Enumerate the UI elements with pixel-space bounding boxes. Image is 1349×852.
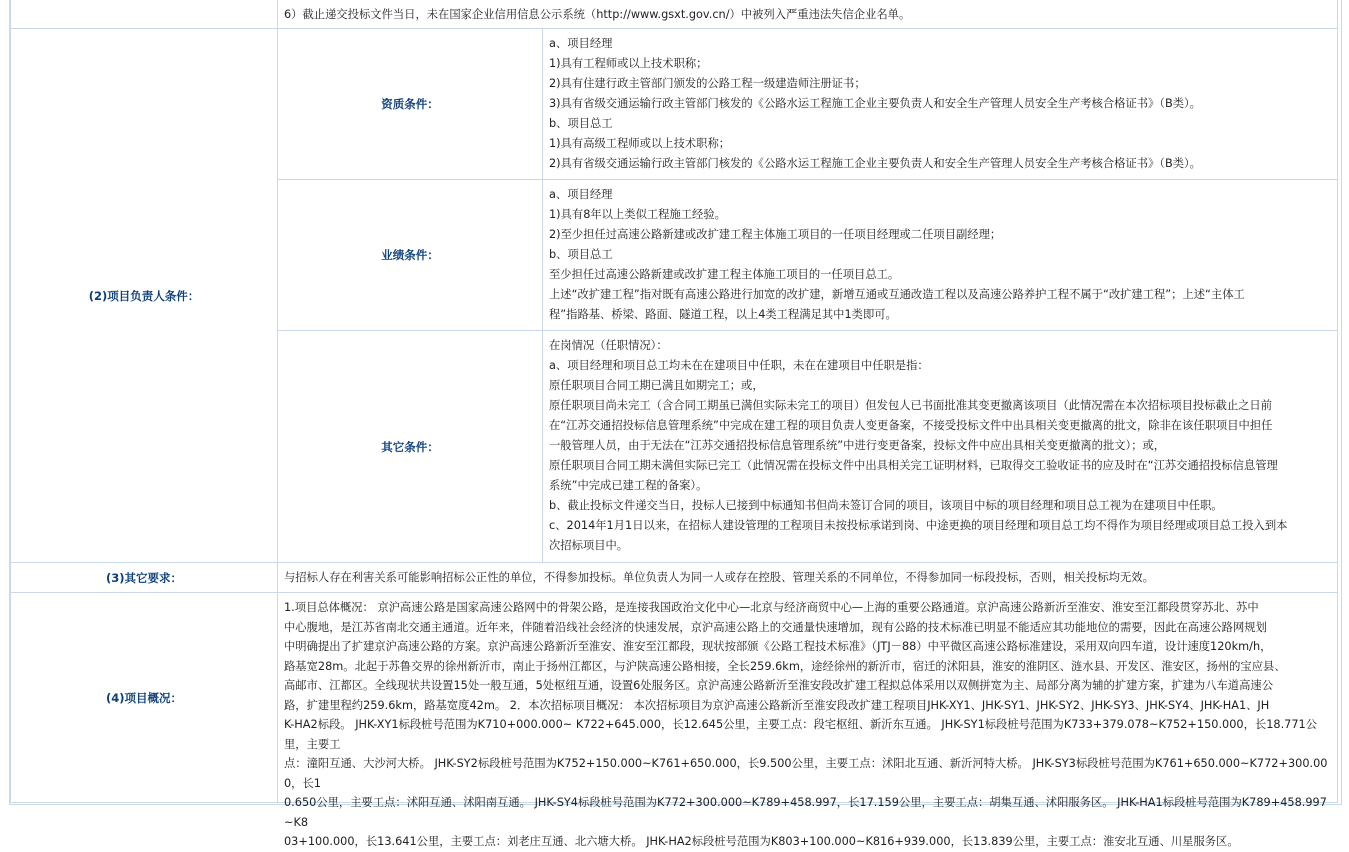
qual-label-cell bbox=[277, 28, 543, 180]
section2-label: (2)项目负责人条件： bbox=[88, 288, 200, 303]
top-row-text: 6）截止递交投标文件当日，未在国家企业信用信息公示系统（http://www.gsxt.gov.cn/）中被列入严重违法失信企业名单。 bbox=[284, 8, 911, 21]
section3-text: 与招标人存在利害关系可能影响招标公正性的单位，不得参加投标。单位负责人为同一人或存在控股、管理关系的不同单位，不得参加同一标段投标，否则，相关投标均无效。 bbox=[284, 571, 1154, 584]
top-row-content bbox=[277, 0, 1338, 29]
qual-line: b、项目总工 bbox=[549, 117, 613, 130]
qual-line: 2)具有住建行政主管部门颁发的公路工程一级建造师注册证书； bbox=[549, 77, 866, 90]
overview-line: 点：潼阳互通、大沙河大桥。 JHK-SY2标段桩号范围为K752+150.000~K761+650.000，长9.500公里，主要工点：沭阳北互通、新沂河特大桥。 JHK-SY3标段桩号范围为K761+650.000~K772+300.000，长1 bbox=[284, 757, 1328, 790]
other-line: 系统”中完成已建工程的备案）。 bbox=[549, 479, 708, 492]
section3-label: (3)其它要求： bbox=[105, 570, 182, 585]
other-line: 原任职项目合同工期已满且如期完工；或， bbox=[549, 379, 764, 392]
section4-content bbox=[277, 592, 1338, 848]
overview-line: 高邮市、江都区。全线现状共设置15处一般互通，5处枢纽互通，设置6处服务区。京沪高速公路新沂至淮安段改扩建工程拟总体采用以双侧拼宽为主、局部分离为辅的扩建方案，扩建为八车道高速公 bbox=[284, 679, 1273, 692]
overview-line: 路，扩建里程约259.6km，路基宽度42m。 2．本次招标项目概况： 本次招标项目为京沪高速公路新沂至淮安段改扩建工程项目JHK-XY1、JHK-SY1、JHK-SY2、JHK-SY3、JHK-SY4、JHK-HA1、JH bbox=[284, 698, 1270, 712]
qual-line: 1)具有工程师或以上技术职称； bbox=[549, 57, 708, 70]
overview-line: 路基宽28m。北起于苏鲁交界的徐州新沂市，南止于扬州江都区，与沪陕高速公路相接，全长259.6km，途经徐州的新沂市，宿迁的沭阳县，淮安的淮阴区、涟水县、开发区、淮安区，扬州的宝应县、 bbox=[284, 659, 1286, 673]
other-line: 在岗情况（任职情况）： bbox=[549, 339, 668, 352]
perf-line: 程”指路基、桥梁、路面、隧道工程，以上4类工程满足其中1类即可。 bbox=[549, 308, 897, 321]
qual-content bbox=[542, 28, 1338, 180]
other-line: b、截止投标文件递交当日，投标人已接到中标通知书但尚未签订合同的项目，该项目中标的项目经理和项目总工视为在建项目中任职。 bbox=[549, 499, 1223, 512]
overview-line: 03+100.000，长13.641公里，主要工点：刘老庄互通、北六塘大桥。 JHK-HA2标段桩号范围为K803+100.000~K816+939.000，长13.839公里，主要工点：淮安北互通、川星服务区。 bbox=[284, 835, 1239, 848]
qual-label: 资质条件： bbox=[381, 97, 439, 111]
section4-label-cell bbox=[10, 592, 278, 803]
qual-line: 2)具有省级交通运输行政主管部门核发的《公路水运工程施工企业主要负责人和安全生产管理人员安全生产考核合格证书》（B类）。 bbox=[549, 157, 1201, 170]
other-line: 在“江苏交通招投标信息管理系统”中完成在建工程的项目负责人变更备案，不接受投标文件中出具相关变更撤离的批文，除非在该任职项目中担任 bbox=[549, 419, 1273, 432]
perf-line: a、项目经理 bbox=[549, 188, 613, 201]
qual-line: 3)具有省级交通运输行政主管部门核发的《公路水运工程施工企业主要负责人和安全生产管理人员安全生产考核合格证书》（B类）。 bbox=[549, 97, 1201, 110]
overview-line: 0.650公里，主要工点：沭阳互通、沭阳南互通。 JHK-SY4标段桩号范围为K772+300.000~K789+458.997，长17.159公里，主要工点：胡集互通、沭阳服务区。 JHK-HA1标段桩号范围为K789+458.997~K8 bbox=[284, 796, 1327, 829]
perf-label-cell bbox=[277, 179, 543, 331]
other-line: 次招标项目中。 bbox=[549, 539, 629, 552]
perf-line: 至少担任过高速公路新建或改扩建工程主体施工项目的一任项目总工。 bbox=[549, 268, 900, 281]
other-label: 其它条件： bbox=[381, 439, 439, 454]
other-line: 一般管理人员，由于无法在“江苏交通招投标信息管理系统”中进行变更备案，投标文件中应出具相关变更撤离的批文）；或， bbox=[549, 439, 1166, 452]
other-content bbox=[542, 330, 1338, 563]
qual-line: 1)具有高级工程师或以上技术职称； bbox=[549, 137, 731, 150]
perf-line: 2)至少担任过高速公路新建或改扩建工程主体施工项目的一任项目经理或二任项目副经理； bbox=[549, 228, 1002, 241]
other-line: c、2014年1月1日以来，在招标人建设管理的工程项目未按投标承诺到岗、中途更换的项目经理和项目总工均不得作为项目经理或项目总工投入到本 bbox=[549, 519, 1288, 532]
section2-label-cell bbox=[10, 28, 278, 563]
qual-line: a、项目经理 bbox=[549, 37, 613, 50]
other-line: a、项目经理和项目总工均未在在建项目中任职，未在在建项目中任职是指： bbox=[549, 359, 929, 372]
top-row-left-cell bbox=[10, 0, 278, 29]
overview-line: 中心腹地，是江苏省南北交通主通道。近年来，伴随着沿线社会经济的快速发展，京沪高速公路上的交通量快速增加，现有公路的技术标准已明显不能适应其功能地位的需要，因此在高速公路网规划 bbox=[284, 620, 1267, 634]
perf-line: 1)具有8年以上类似工程施工经验。 bbox=[549, 208, 726, 221]
section3-label-cell bbox=[10, 562, 278, 593]
other-line: 原任职项目尚未完工（含合同工期虽已满但实际未完工的项目）但发包人已书面批准其变更撤离该项目（此情况需在本次招标项目投标截止之日前 bbox=[549, 399, 1273, 412]
section4-label: (4)项目概况： bbox=[105, 690, 182, 705]
perf-content bbox=[542, 179, 1338, 331]
other-line: 原任职项目合同工期未满但实际已完工（此情况需在投标文件中出具相关完工证明材料，已取得交工验收证书的应及时在“江苏交通招投标信息管理 bbox=[549, 459, 1278, 472]
overview-line: 1.项目总体概况： 京沪高速公路是国家高速公路网中的骨架公路，是连接我国政治文化中心—北京与经济商贸中心—上海的重要公路通道。京沪高速公路新沂至淮安、淮安至江都段贯穿苏北、苏中 bbox=[284, 601, 1259, 614]
perf-label: 业绩条件： bbox=[381, 248, 439, 262]
section3-content bbox=[277, 562, 1338, 593]
other-label-cell bbox=[277, 330, 543, 563]
perf-line: b、项目总工 bbox=[549, 248, 613, 261]
perf-line: 上述“改扩建工程”指对既有高速公路进行加宽的改扩建，新增互通或互通改造工程以及高速公路养护工程不属于“改扩建工程”；上述“主体工 bbox=[549, 288, 1245, 301]
overview-line: 中明确提出了扩建京沪高速公路的方案。京沪高速公路新沂至淮安、淮安至江都段，现状按部颁《公路工程技术标准》（JTJ－88）中平微区高速公路标准建设，采用双向四车道，设计速度120km/h， bbox=[284, 640, 1272, 653]
overview-line: K-HA2标段。 JHK-XY1标段桩号范围为K710+000.000~ K722+645.000，长12.645公里，主要工点：段宅枢纽、新沂东互通。 JHK-SY1标段桩号范围为K733+379.078~K752+150.000，长18.771公里，主要工 bbox=[284, 718, 1318, 751]
